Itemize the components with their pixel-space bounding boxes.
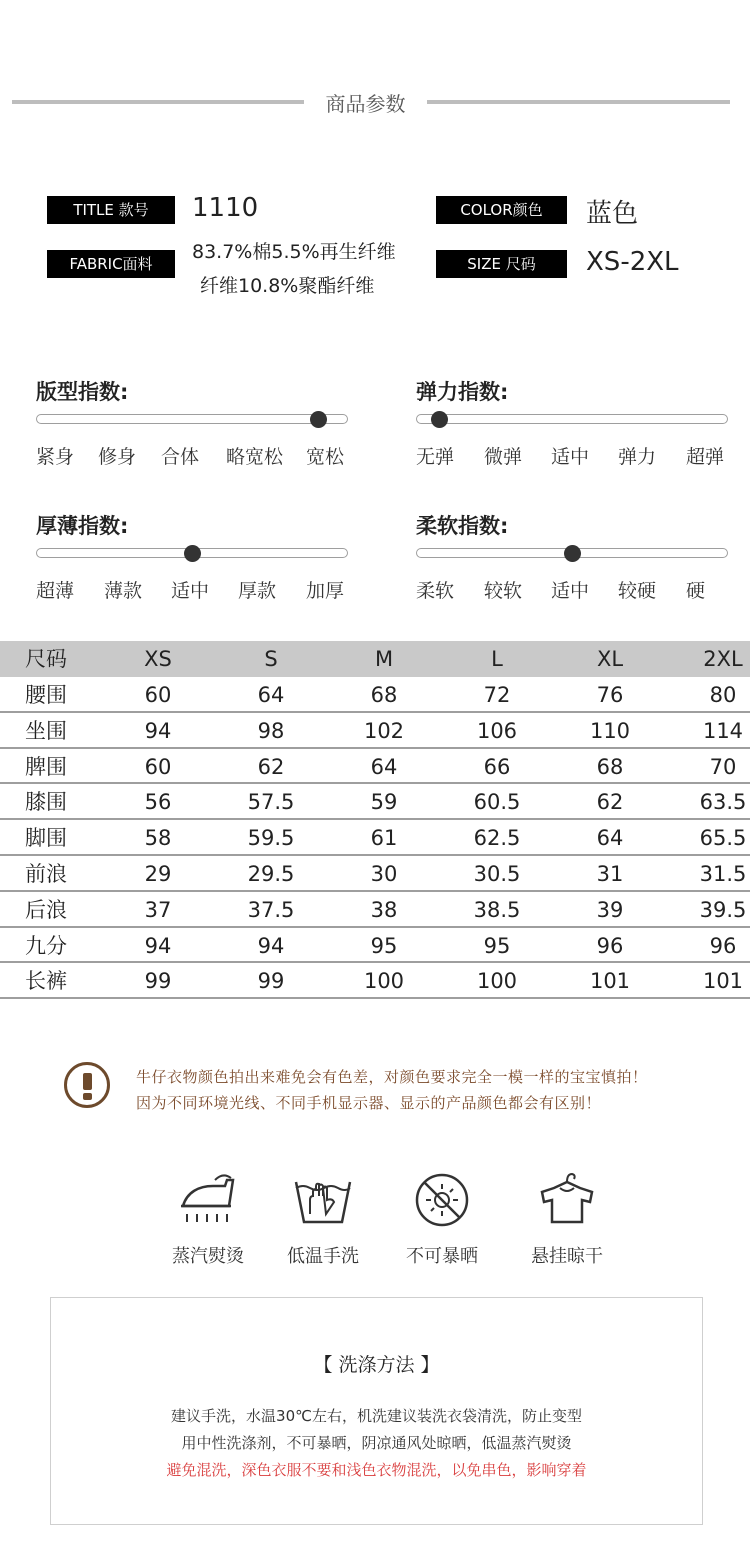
index-knob — [310, 411, 327, 428]
table-cell: 94 — [144, 933, 172, 958]
table-row — [0, 749, 750, 785]
color-notice — [64, 1062, 724, 1122]
divider-right — [427, 100, 730, 104]
divider-left — [12, 100, 304, 104]
index-label: 较硬 — [618, 580, 657, 602]
index-label: 弹力 — [618, 446, 657, 468]
index-label: 适中 — [551, 580, 590, 602]
index-label: 加厚 — [306, 580, 345, 602]
table-cell: 62.5 — [473, 826, 521, 851]
notice-line-2: 因为不同环境光线、不同手机显示器、显示的产品颜色都会有区别！ — [136, 1094, 602, 1112]
size-tag: SIZE 尺码 — [436, 250, 567, 278]
warning-icon — [64, 1062, 110, 1108]
table-cell: 腰围 — [25, 683, 67, 707]
table-cell: 38 — [370, 897, 398, 922]
table-cell: 60 — [144, 754, 172, 779]
title-tag: TITLE 款号 — [47, 196, 175, 224]
index-label: 较软 — [484, 580, 523, 602]
table-cell: 68 — [596, 754, 624, 779]
table-row — [0, 892, 750, 928]
care-steam-iron — [148, 1170, 268, 1268]
color-value: 蓝色 — [586, 199, 639, 229]
index-knob — [184, 545, 201, 562]
fabric-value-line2: 纤维10.8%聚酯纤维 — [200, 275, 375, 297]
fit-index — [36, 376, 348, 476]
table-header-cell: XL — [596, 647, 624, 671]
care-hang-dry — [507, 1170, 627, 1268]
table-cell: 62 — [596, 790, 624, 815]
table-cell: 39.5 — [699, 897, 747, 922]
table-cell: 110 — [589, 718, 631, 743]
index-label: 硬 — [686, 580, 706, 602]
table-cell: 100 — [363, 969, 405, 994]
table-cell: 57.5 — [247, 790, 295, 815]
index-label: 超弹 — [686, 446, 725, 468]
table-cell: 63.5 — [699, 790, 747, 815]
table-cell: 72 — [483, 683, 511, 707]
table-cell: 106 — [476, 718, 518, 743]
index-label: 超薄 — [36, 580, 75, 602]
index-label: 修身 — [98, 446, 137, 468]
table-cell: 长裤 — [25, 969, 67, 994]
index-track — [416, 414, 728, 424]
table-header-cell: M — [374, 647, 394, 671]
index-label: 略宽松 — [226, 446, 284, 468]
index-knob — [431, 411, 448, 428]
table-header-cell: 2XL — [703, 647, 743, 671]
index-label: 适中 — [171, 580, 210, 602]
wash-method-box — [50, 1297, 703, 1525]
care-label: 蒸汽熨烫 — [172, 1246, 244, 1267]
table-cell: 29.5 — [247, 861, 295, 886]
index-title: 版型指数: — [36, 380, 129, 404]
notice-line-1: 牛仔衣物颜色拍出来难免会有色差，对颜色要求完全一模一样的宝宝慎拍！ — [136, 1068, 648, 1086]
title-value: 1110 — [192, 193, 259, 223]
index-label: 合体 — [161, 446, 200, 468]
hand-wash-icon — [288, 1170, 358, 1230]
index-title: 柔软指数: — [416, 514, 509, 538]
stretch-index — [416, 376, 728, 476]
table-cell: 94 — [144, 718, 172, 743]
wash-line-2: 用中性洗涤剂，不可暴晒，阴凉通风处晾晒，低温蒸汽熨烫 — [181, 1434, 572, 1452]
wash-title: 【 洗涤方法 】 — [313, 1354, 440, 1376]
table-cell: 114 — [702, 718, 744, 743]
table-cell: 100 — [476, 969, 518, 994]
table-cell: 98 — [257, 718, 285, 743]
table-cell: 99 — [257, 969, 285, 994]
fabric-tag: FABRIC面料 — [47, 250, 175, 278]
index-track — [36, 414, 348, 424]
table-cell: 96 — [596, 933, 624, 958]
table-row — [0, 784, 750, 820]
table-cell: 29 — [144, 861, 172, 886]
table-header-row — [0, 641, 750, 677]
table-cell: 76 — [596, 683, 624, 707]
softness-index — [416, 510, 728, 610]
table-cell: 64 — [370, 754, 398, 779]
table-cell: 37.5 — [247, 897, 295, 922]
table-cell: 64 — [596, 826, 624, 851]
table-row — [0, 856, 750, 892]
table-cell: 膝围 — [25, 790, 67, 815]
table-cell: 60.5 — [473, 790, 521, 815]
thickness-index — [36, 510, 348, 610]
table-cell: 94 — [257, 933, 285, 958]
index-knob — [564, 545, 581, 562]
table-cell: 99 — [144, 969, 172, 994]
table-cell: 38.5 — [473, 897, 521, 922]
size-value: XS-2XL — [586, 247, 679, 277]
table-cell: 坐围 — [25, 718, 67, 743]
table-cell: 前浪 — [25, 861, 67, 886]
table-cell: 31.5 — [699, 861, 747, 886]
table-cell: 31 — [596, 861, 624, 886]
table-header-cell: XS — [144, 647, 172, 671]
index-label: 微弹 — [484, 446, 523, 468]
table-cell: 59 — [370, 790, 398, 815]
wash-line-1: 建议手洗，水温30℃左右，机洗建议装洗衣袋清洗，防止变型 — [171, 1407, 582, 1425]
table-cell: 56 — [144, 790, 172, 815]
table-cell: 九分 — [25, 933, 67, 958]
fabric-value-line1: 83.7%棉5.5%再生纤维 — [192, 241, 396, 263]
index-label: 薄款 — [104, 580, 143, 602]
table-cell: 37 — [144, 897, 172, 922]
table-cell: 101 — [702, 969, 744, 994]
section-title — [12, 86, 730, 118]
table-cell: 58 — [144, 826, 172, 851]
table-cell: 脚围 — [25, 826, 67, 851]
table-cell: 80 — [709, 683, 737, 707]
care-hand-wash — [263, 1170, 383, 1268]
care-label: 悬挂晾干 — [531, 1246, 603, 1267]
index-label: 紧身 — [36, 446, 75, 468]
index-label: 无弹 — [416, 446, 455, 468]
table-cell: 96 — [709, 933, 737, 958]
table-header-cell: 尺码 — [25, 647, 67, 671]
care-no-sun — [382, 1170, 502, 1268]
hang-dry-icon — [532, 1170, 602, 1230]
table-cell: 65.5 — [699, 826, 747, 851]
table-cell: 30 — [370, 861, 398, 886]
table-cell: 60 — [144, 683, 172, 707]
wash-line-3-warning: 避免混洗，深色衣服不要和浅色衣物混洗，以免串色，影响穿着 — [166, 1461, 587, 1479]
index-title: 厚薄指数: — [36, 514, 129, 538]
table-row — [0, 677, 750, 713]
size-table — [0, 641, 750, 999]
table-header-cell: L — [491, 647, 503, 671]
table-cell: 39 — [596, 897, 624, 922]
table-header-cell: S — [264, 647, 278, 671]
table-row — [0, 928, 750, 964]
care-label: 不可暴晒 — [406, 1246, 478, 1267]
table-cell: 68 — [370, 683, 398, 707]
table-cell: 61 — [370, 826, 398, 851]
table-cell: 95 — [370, 933, 398, 958]
table-cell: 66 — [483, 754, 511, 779]
table-cell: 脾围 — [25, 754, 67, 779]
table-cell: 62 — [257, 754, 285, 779]
table-cell: 102 — [363, 718, 405, 743]
color-tag: COLOR颜色 — [436, 196, 567, 224]
table-cell: 后浪 — [25, 897, 67, 922]
steam-iron-icon — [173, 1170, 243, 1230]
table-cell: 101 — [589, 969, 631, 994]
section-title-text: 商品参数 — [325, 92, 406, 116]
index-title: 弹力指数: — [416, 380, 509, 404]
index-label: 适中 — [551, 446, 590, 468]
index-label: 柔软 — [416, 580, 455, 602]
care-label: 低温手洗 — [287, 1246, 359, 1267]
table-row — [0, 820, 750, 856]
table-row — [0, 713, 750, 749]
table-cell: 70 — [709, 754, 737, 779]
index-label: 宽松 — [306, 446, 345, 468]
table-row — [0, 963, 750, 999]
table-cell: 64 — [257, 683, 285, 707]
no-sun-icon — [407, 1170, 477, 1230]
index-label: 厚款 — [238, 580, 277, 602]
table-cell: 30.5 — [473, 861, 521, 886]
table-cell: 95 — [483, 933, 511, 958]
table-cell: 59.5 — [247, 826, 295, 851]
